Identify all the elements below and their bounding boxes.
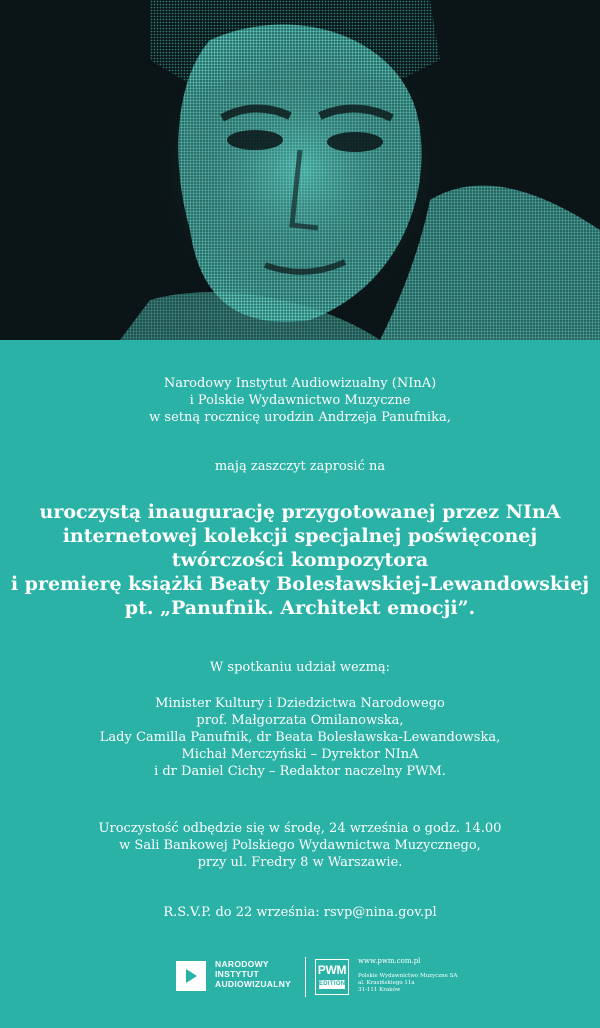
pwm-address-line: Polskie Wydawnictwo Muzyczne SA — [358, 973, 458, 979]
event-line: w Sali Bankowej Polskiego Wydawnictwa Muzycznego, — [119, 838, 481, 853]
participant-line: Minister Kultury i Dziedzictwa Narodowego — [155, 696, 445, 711]
intro-block — [0, 375, 600, 426]
nina-logo-line: NARODOWY — [215, 959, 269, 969]
participant-line: Lady Camilla Panufnik, dr Beata Bolesławska-Lewandowska, — [99, 730, 501, 745]
rsvp-line — [0, 904, 600, 921]
participant-line: prof. Małgorzata Omilanowska, — [196, 713, 404, 728]
footer-logos — [0, 955, 600, 1003]
pwm-logo-name: PWM — [317, 963, 347, 977]
invite-line: mają zaszczyt zaprosić na — [214, 459, 386, 474]
event-line: Uroczystość odbędzie się w środę, 24 września o godz. 14.00 — [98, 821, 502, 836]
pwm-logo-edition: EDITION — [319, 981, 346, 987]
nina-logo-line: INSTYTUT — [215, 969, 259, 979]
pwm-address-line: 31-111 Kraków — [358, 987, 401, 993]
pwm-website-link[interactable]: www.pwm.com.pl — [358, 957, 421, 965]
event-headline — [0, 500, 600, 620]
nina-logo-text — [215, 959, 291, 989]
halftone-portrait-image — [0, 0, 600, 340]
participants-title — [0, 659, 600, 676]
portrait-image — [0, 0, 600, 340]
intro-line: w setną rocznicę urodzin Andrzeja Panufnika, — [149, 410, 451, 425]
participant-line: i dr Daniel Cichy – Redaktor naczelny PWM. — [154, 764, 446, 779]
play-triangle-icon — [186, 969, 197, 983]
event-line: przy ul. Fredry 8 w Warszawie. — [197, 855, 403, 870]
nina-logo[interactable] — [176, 961, 206, 991]
headline-line: uroczystą inaugurację przygotowanej przez NInA — [39, 501, 561, 523]
headline-line: twórczości kompozytora — [171, 549, 429, 571]
invite-text — [0, 458, 600, 475]
event-details — [0, 820, 600, 871]
logo-divider — [305, 957, 306, 997]
rsvp-text[interactable]: R.S.V.P. do 22 września: rsvp@nina.gov.pl — [163, 905, 437, 920]
participants-title-text: W spotkaniu udział wezmą: — [209, 660, 391, 675]
nina-logo-line: AUDIOWIZUALNY — [215, 979, 292, 989]
pwm-address-line: al. Krasińskiego 11a — [358, 980, 415, 986]
participants-list — [0, 695, 600, 780]
headline-line: i premierę książki Beaty Bolesławskiej-Lewandowskiej — [10, 573, 590, 595]
participant-line: Michał Merczyński – Dyrektor NInA — [181, 747, 419, 762]
headline-line: pt. „Panufnik. Architekt emocji”. — [124, 597, 476, 619]
pwm-logo[interactable] — [315, 959, 349, 995]
headline-line: internetowej kolekcji specjalnej poświęconej — [62, 525, 538, 547]
intro-line: i Polskie Wydawnictwo Muzyczne — [189, 393, 411, 408]
pwm-address — [358, 973, 457, 994]
intro-line: Narodowy Instytut Audiowizualny (NInA) — [163, 376, 437, 391]
